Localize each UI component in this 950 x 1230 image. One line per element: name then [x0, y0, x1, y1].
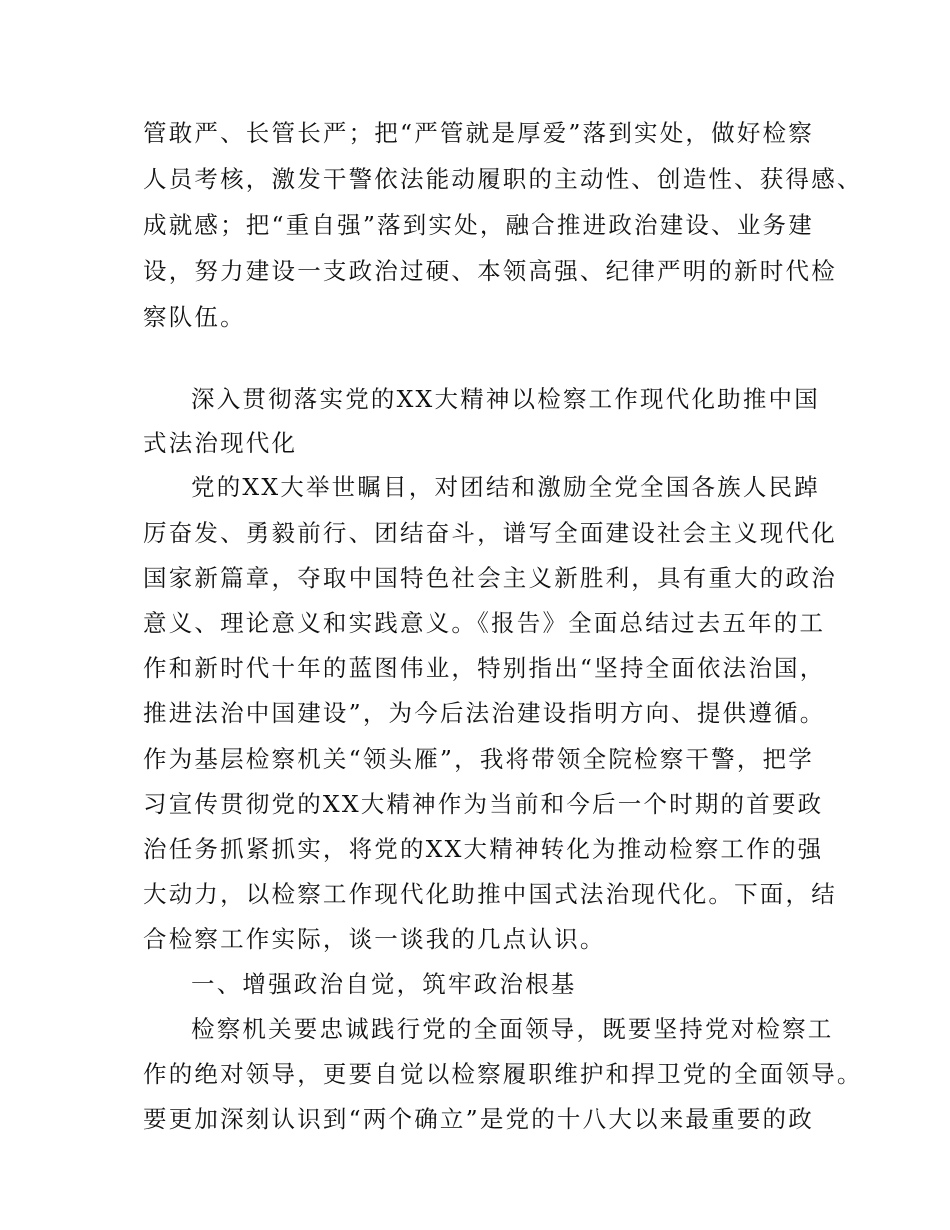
text-line: 意义、理论意义和实践意义。《报告》全面总结过去五年的工 [143, 609, 826, 637]
text-line: 检察机关要忠诚践行党的全面领导，既要坚持党对检察工 [191, 1015, 834, 1043]
section-heading: 一、增强政治自觉，筑牢政治根基 [191, 970, 577, 998]
text-line: 成就感；把“重自强”落到实处，融合推进政治建设、业务建 [143, 211, 814, 239]
text-line: 大动力，以检察工作现代化助推中国式法治现代化。下面，结 [143, 880, 837, 908]
text-line: 人员考核，激发干警依法能动履职的主动性、创造性、获得感、 [143, 165, 863, 193]
text-line: 党的XX大举世瞩目，对团结和激励全党全国各族人民踔 [191, 473, 820, 501]
text-line: 察队伍。 [143, 303, 246, 331]
text-line: 厉奋发、勇毅前行、团结奋斗，谱写全面建设社会主义现代化 [143, 519, 837, 547]
text-line: 作和新时代十年的蓝图伟业，特别指出“坚持全面依法治国， [143, 654, 826, 682]
text-line: 作的绝对领导，更要自觉以检察履职维护和捍卫党的全面领导。 [143, 1060, 863, 1088]
text-line: 治任务抓紧抓实，将党的XX大精神转化为推动检察工作的强 [143, 835, 824, 863]
text-line: 要更加深刻认识到“两个确立”是党的十八大以来最重要的政 [143, 1105, 814, 1133]
article-title: 深入贯彻落实党的XX大精神以检察工作现代化助推中国 [191, 385, 820, 413]
text-line: 推进法治中国建设”，为今后法治建设指明方向、提供遵循。 [143, 699, 826, 727]
text-line: 管敢严、长管长严；把“严管就是厚爱”落到实处，做好检察 [143, 119, 814, 147]
text-line: 习宣传贯彻党的XX大精神作为当前和今后一个时期的首要政 [143, 790, 824, 818]
text-line: 设，努力建设一支政治过硬、本领高强、纪律严明的新时代检 [143, 257, 837, 285]
text-line: 国家新篇章，夺取中国特色社会主义新胜利，具有重大的政治 [143, 564, 837, 592]
text-line: 作为基层检察机关“领头雁”，我将带领全院检察干警，把学 [143, 745, 814, 773]
article-title: 式法治现代化 [143, 429, 298, 457]
text-line: 合检察工作实际，谈一谈我的几点认识。 [143, 925, 606, 953]
